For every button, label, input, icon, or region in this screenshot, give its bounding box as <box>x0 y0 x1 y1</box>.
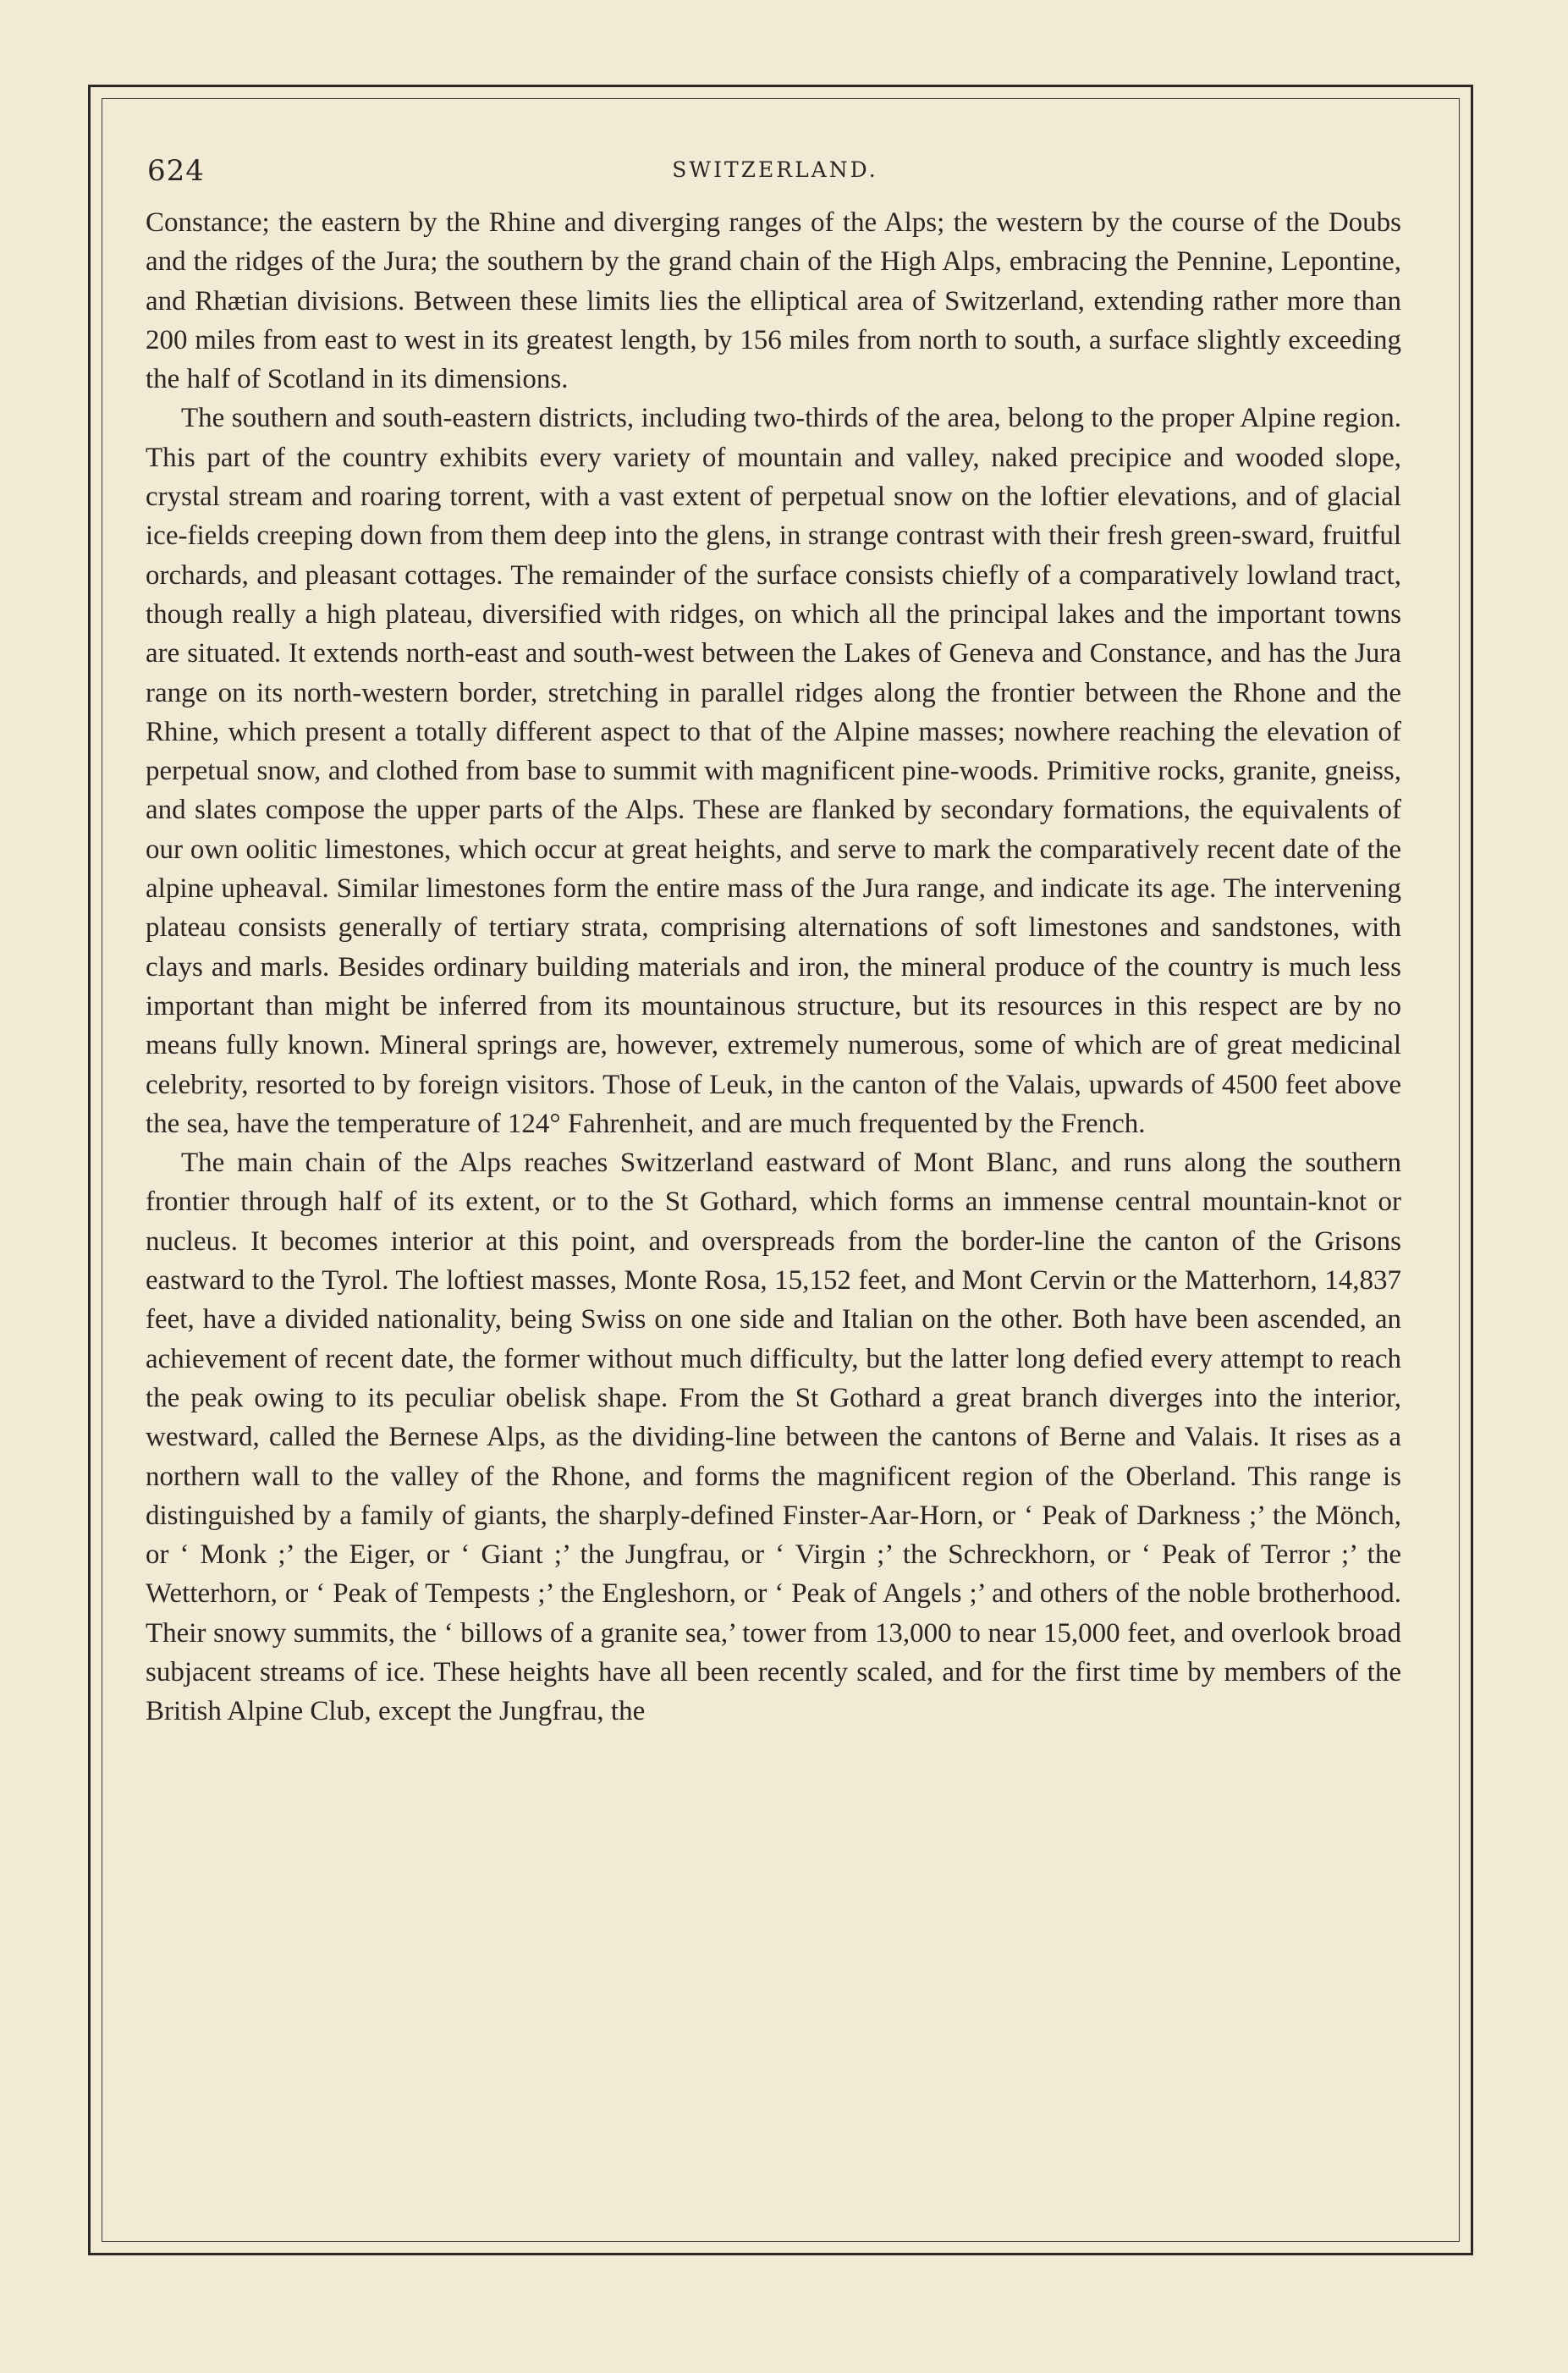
paragraph-continued: Constance; the eastern by the Rhine and diverging ranges of the Alps; the western by the course of the Doubs and the ridges of the Jura; the southern by the grand chain of the High Alps, embracing the Pennine, Lepontine, and Rhætian divisions. Between these limits lies the elliptical area of Switzerland, extending rather more than 200 miles from east to west in its greatest length, by 156 miles from north to south, a surface slightly exceeding the half of Scotland in its dimensions. <box>146 207 1401 395</box>
paragraph-alpine-region: The southern and south-eastern districts, including two-thirds of the area, belong to the proper Alpine region. This part of the country exhibits every variety of mountain and valley, naked precipice and wooded slope, crystal stream and roaring torrent, with a vast extent of perpetual snow on the loftier elevations, and of glacial ice-fields creeping down from them deep into the glens, in strange contrast with their fresh green-sward, fruitful orchards, and pleasant cottages. The remainder of the surface consists chiefly of a comparatively lowland tract, though really a high plateau, diversified with ridges, on which all the principal lakes and the important towns are situated. It extends north-east and south-west between the Lakes of Geneva and Constance, and has the Jura range on its north-western border, stretching in parallel ridges along the frontier between the Rhone and the Rhine, which present a totally different aspect to that of the Alpine masses; nowhere reaching the elevation of perpetual snow, and clothed from base to summit with magnificent pine-woods. Primitive rocks, granite, gneiss, and slates compose the upper parts of the Alps. These are flanked by secondary formations, the equivalents of our own oolitic limestones, which occur at great heights, and serve to mark the comparatively recent date of the alpine upheaval. Similar limestones form the entire mass of the Jura range, and indicate its age. The intervening plateau consists generally of tertiary strata, comprising alternations of soft limestones and sandstones, with clays and marls. Besides ordinary building materials and iron, the mineral produce of the country is much less important than might be inferred from its mountainous structure, but its resources in this respect are by no means fully known. Mineral springs are, however, extremely numerous, some of which are of great medicinal celebrity, resorted to by foreign visitors. Those of Leuk, in the canton of the Valais, upwards of 4500 feet above the sea, have the temperature of 124° Fahrenheit, and are much frequented by the French. <box>146 403 1401 1139</box>
paragraph-main-chain: The main chain of the Alps reaches Switzerland eastward of Mont Blanc, and runs along the southern frontier through half of its extent, or to the St Gothard, which forms an immense central mountain-knot or nucleus. It becomes interior at this point, and overspreads from the border-line the canton of the Grisons eastward to the Tyrol. The loftiest masses, Monte Rosa, 15,152 feet, and Mont Cervin or the Matterhorn, 14,837 feet, have a divided nationality, being Swiss on one side and Italian on the other. Both have been ascended, an achievement of recent date, the former without much difficulty, but the latter long defied every attempt to reach the peak owing to its peculiar obelisk shape. From the St Gothard a great branch diverges into the interior, westward, called the Bernese Alps, as the dividing-line between the cantons of Berne and Valais. It rises as a northern wall to the valley of the Rhone, and forms the magnificent region of the Oberland. This range is distinguished by a family of giants, the sharply-defined Finster-Aar-Horn, or ‘ Peak of Darkness ;’ the Mönch, or ‘ Monk ;’ the Eiger, or ‘ Giant ;’ the Jungfrau, or ‘ Virgin ;’ the Schreckhorn, or ‘ Peak of Terror ;’ the Wetterhorn, or ‘ Peak of Tempests ;’ the Engleshorn, or ‘ Peak of Angels ;’ and others of the noble brotherhood. Their snowy summits, the ‘ billows of a granite sea,’ tower from 13,000 to near 15,000 feet, and overlook broad subjacent streams of ice. These heights have all been recently scaled, and for the first time by members of the British Alpine Club, except the Jungfrau, the <box>146 1148 1401 1727</box>
body-text <box>146 203 1401 1732</box>
running-head: SWITZERLAND. <box>672 157 878 182</box>
page-header <box>147 154 1403 191</box>
page-number: 624 <box>147 154 205 188</box>
